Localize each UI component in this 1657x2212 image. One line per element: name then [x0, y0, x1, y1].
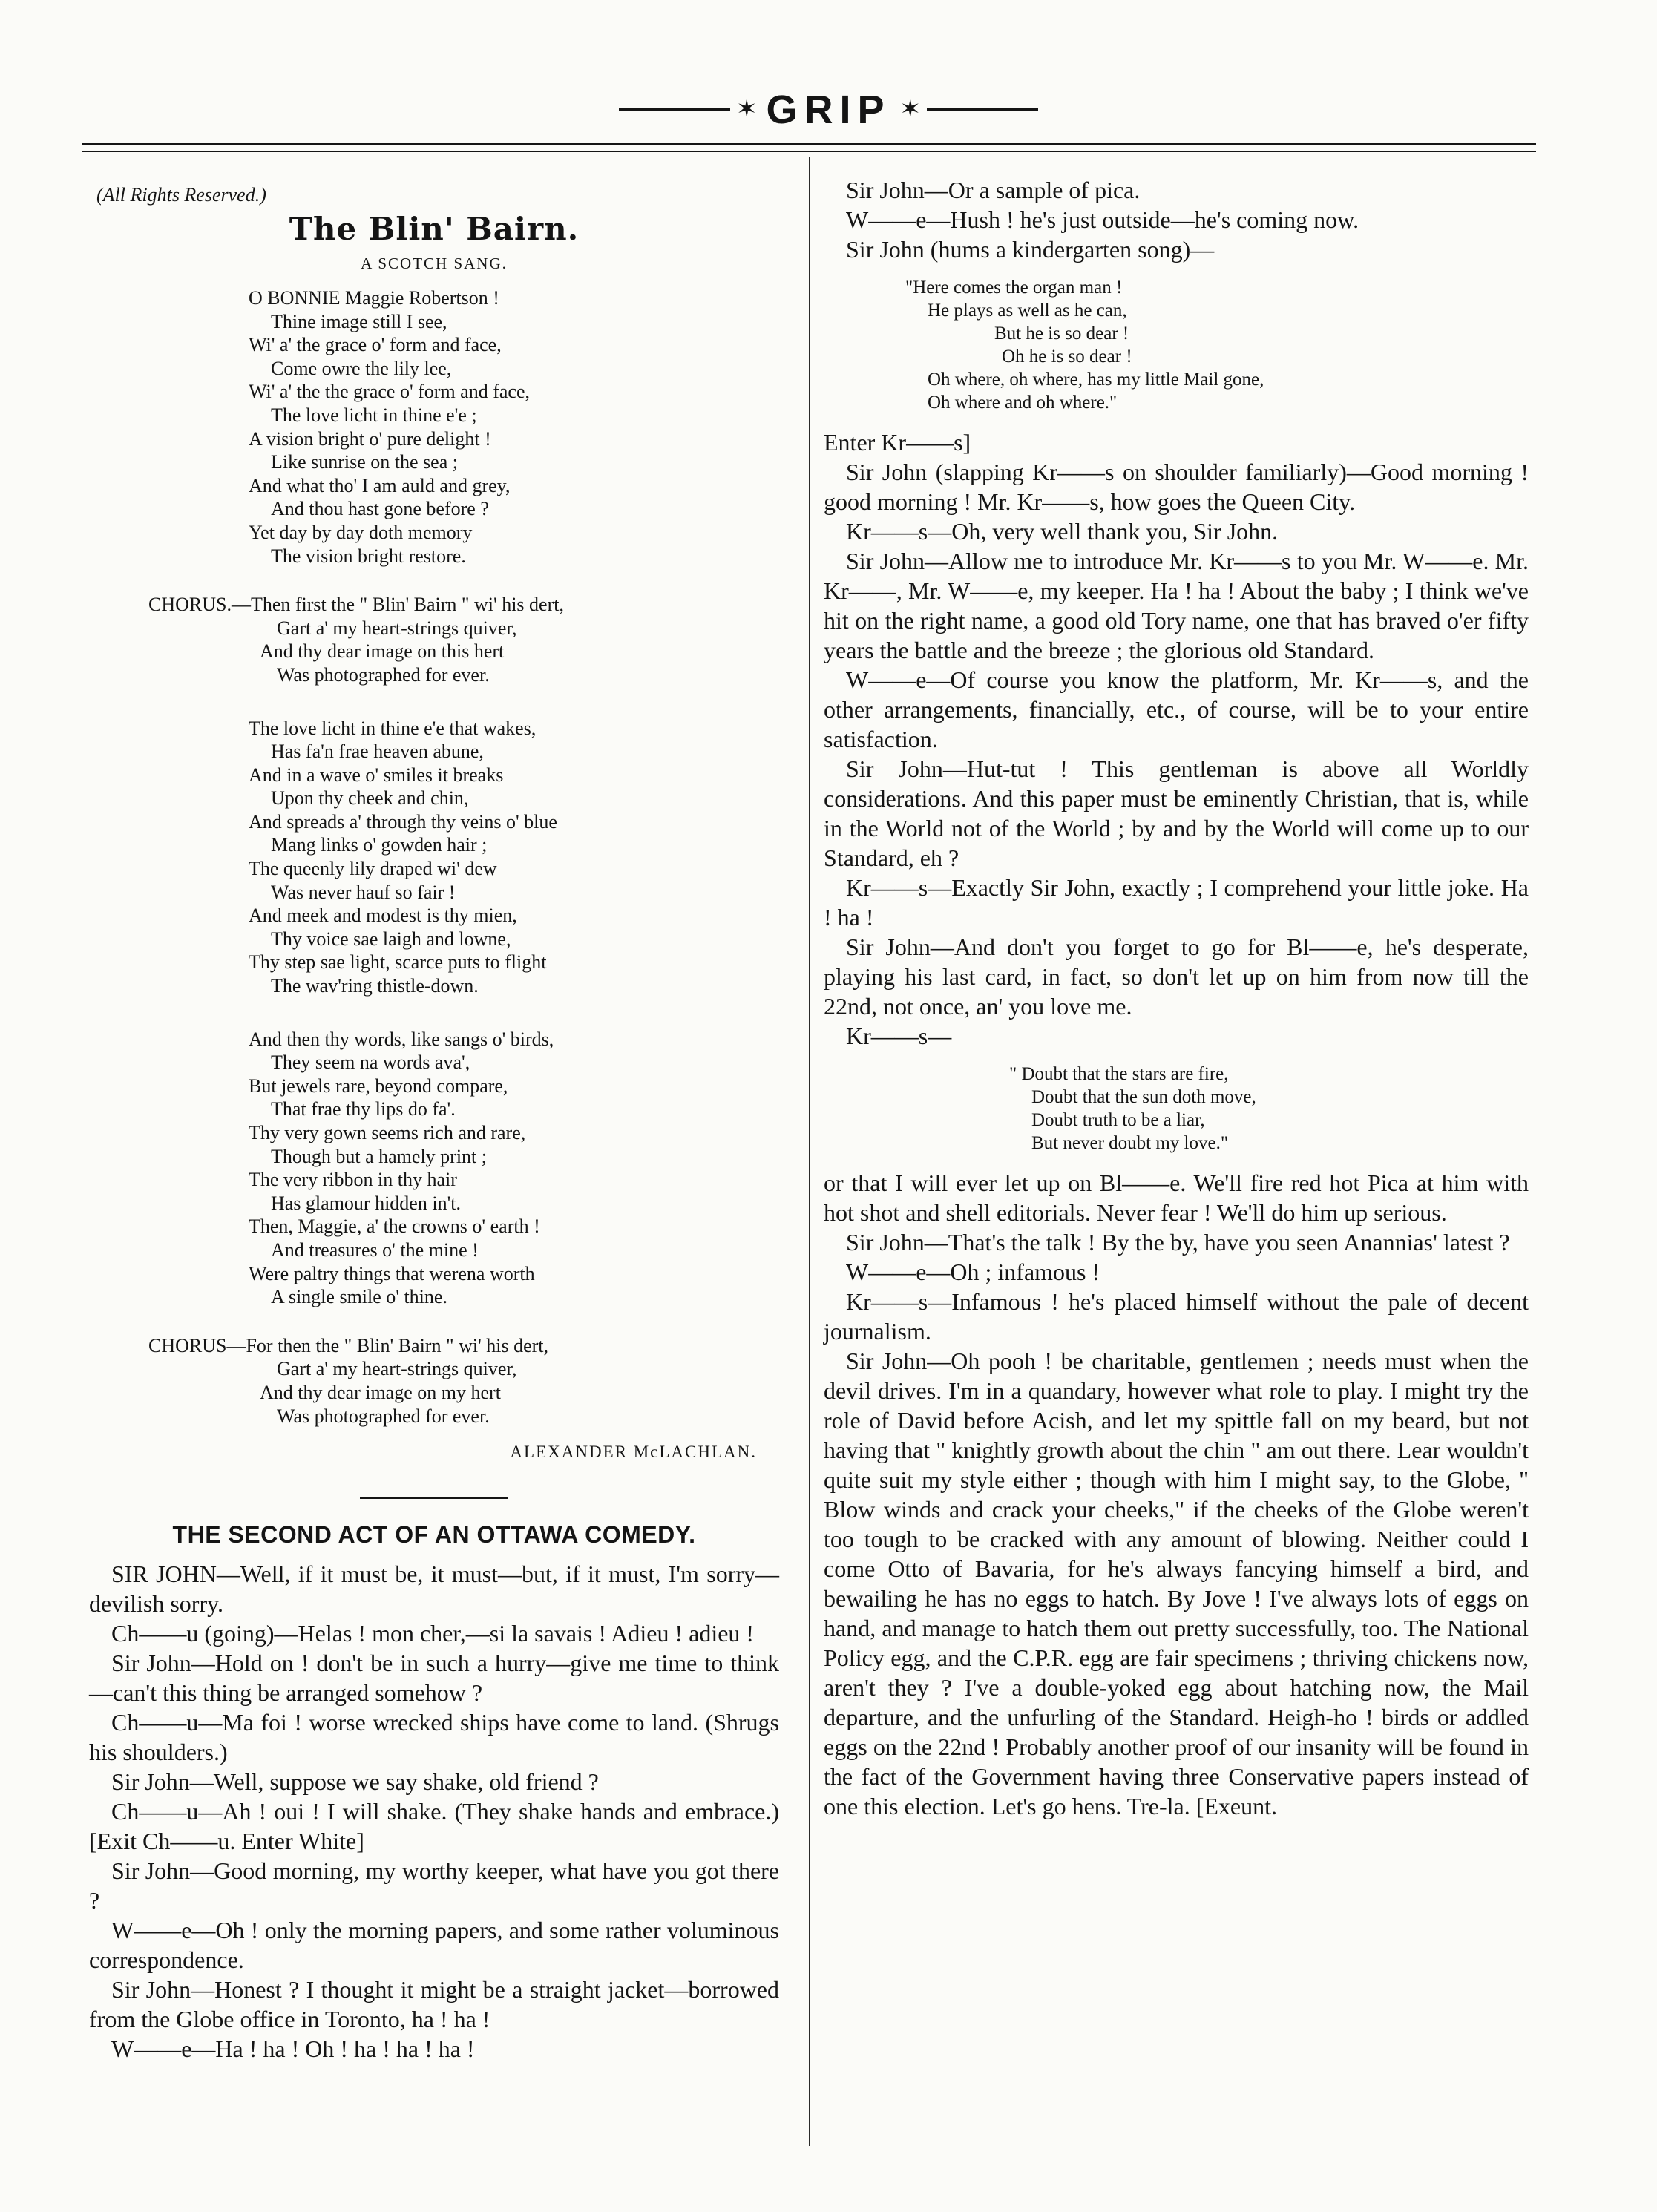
article-paragraph: W——e—Hush ! he's just outside—he's coming now. [846, 206, 1359, 233]
chorus-line: Gart a' my heart-strings quiver, [277, 1358, 517, 1380]
star-ornament-left-icon: ✶ [735, 96, 758, 123]
song-line: Oh he is so dear ! [1002, 347, 1132, 367]
poem-line: And thou hast gone before ? [271, 498, 489, 520]
article-paragraph: Sir John—Hold on ! don't be in such a hurry—give me time to think—can't this thing be arranged somehow ? [89, 1650, 779, 1707]
poem-line: The queenly lily draped wi' dew [249, 858, 497, 880]
article-paragraph: Sir John—Honest ? I thought it might be a straight jacket—borrowed from the Globe office in Toronto, ha ! ha ! [89, 1976, 779, 2033]
chorus-line: Was photographed for ever. [277, 663, 490, 686]
poem-line: The wav'ring thistle-down. [271, 975, 479, 997]
poem-line: Thy step sae light, scarce puts to flight [249, 951, 547, 974]
poem-line: Has glamour hidden in't. [271, 1192, 461, 1214]
poem-line: Thine image still I see, [271, 310, 447, 332]
article-paragraph: Ch——u (going)—Helas ! mon cher,—si la savais ! Adieu ! adieu ! [111, 1620, 755, 1647]
article-paragraph: Sir John—Hut-tut ! This gentleman is above all Worldly considerations. And this paper must be eminently Christian, that is, while in the World not of the World ; by and by the World will come up to our Standard, eh ? [824, 755, 1529, 871]
article-paragraph: Ch——u—Ah ! oui ! I will shake. (They shake hands and embrace.) [Exit Ch——u. Enter White] [89, 1798, 779, 1855]
poem-line: Upon thy cheek and chin, [271, 787, 469, 810]
song-line: Oh where, oh where, has my little Mail gone, [928, 370, 1264, 390]
article-paragraph: W——e—Oh ; infamous ! [846, 1258, 1100, 1285]
song-line: He plays as well as he can, [928, 301, 1127, 321]
chorus-line: And thy dear image on my hert [260, 1381, 501, 1403]
article-paragraph: Ch——u—Ma foi ! worse wrecked ships have come to land. (Shrugs his shoulders.) [89, 1709, 779, 1766]
rights-notice: (All Rights Reserved.) [96, 184, 266, 206]
quote-line: " Doubt that the stars are fire, [1009, 1064, 1229, 1084]
poem-line: Though but a hamely print ; [271, 1145, 488, 1167]
poem-stanza-3 [249, 1028, 779, 1309]
poem-line: They seem na words ava', [271, 1051, 470, 1074]
love-quote [1009, 1063, 1529, 1155]
article-paragraph: Sir John—And don't you forget to go for Bl——e, he's desperate, playing his last card, in fact, so don't let up on him from now till the 22nd, not once, an' you love me. [824, 933, 1529, 1020]
article-paragraph: Kr——s—Infamous ! he's placed himself without the pale of decent journalism. [824, 1288, 1529, 1345]
article-paragraph: Sir John—Good morning, my worthy keeper, what have you got there ? [89, 1857, 779, 1914]
poem-subtitle: A SCOTCH SANG. [361, 255, 508, 272]
page-title: GRIP [766, 88, 891, 132]
article-paragraph: SIR JOHN—Well, if it must be, it must—but, if it must, I'm sorry—devilish sorry. [89, 1560, 779, 1618]
article-body-left [89, 1559, 779, 2064]
article-paragraph: Kr——s— [846, 1023, 952, 1049]
column-divider [809, 157, 810, 2146]
song-quote [905, 276, 1529, 414]
poem-line: Was never hauf so fair ! [271, 881, 456, 903]
poem-line: Wi' a' the the grace o' form and face, [249, 381, 530, 403]
poem-stanza-1 [249, 286, 779, 568]
poem-line: The love licht in thine e'e that wakes, [249, 717, 537, 739]
article-paragraph: Kr——s—Oh, very well thank you, Sir John. [846, 518, 1279, 545]
poem-line: The very ribbon in thy hair [249, 1169, 457, 1191]
left-column [89, 184, 779, 2064]
article-paragraph: W——e—Oh ! only the morning papers, and some rather voluminous correspondence. [89, 1917, 779, 1974]
article-paragraph: Sir John—Allow me to introduce Mr. Kr——s to you Mr. W——e. Mr. Kr——, Mr. W——e, my keeper. Ha ! ha ! About the baby ; I think we've hit on the right name, a good old Tory name, one that has braved o'er fifty years the battle and the breeze ; the glorious old Standard. [824, 548, 1529, 663]
article-paragraph: or that I will ever let up on Bl——e. We'll fire red hot Pica at him with hot shot and shell editorials. Never fear ! We'll do him up serious. [824, 1169, 1529, 1226]
poem-chorus-2 [148, 1334, 779, 1428]
poem-author: ALEXANDER McLACHLAN. [510, 1443, 757, 1462]
poem-line: And what tho' I am auld and grey, [249, 474, 511, 496]
poem-line: The love licht in thine e'e ; [271, 404, 477, 426]
poem-line: And then thy words, like sangs o' birds, [249, 1028, 554, 1050]
poem-line: Were paltry things that werena worth [249, 1262, 535, 1284]
quote-line: Doubt that the sun doth move, [1031, 1087, 1256, 1107]
poem-chorus-1 [148, 593, 779, 686]
poem-stanza-2 [249, 717, 779, 998]
poem-line: That frae thy lips do fa'. [271, 1098, 456, 1120]
poem-line: Thy voice sae laigh and lowne, [271, 928, 511, 950]
article-paragraph: Sir John (hums a kindergarten song)— [846, 236, 1215, 263]
section-separator [360, 1497, 508, 1499]
poem-line: And treasures o' the mine ! [271, 1238, 479, 1261]
poem-line: And meek and modest is thy mien, [249, 905, 517, 927]
chorus-line: Gart a' my heart-strings quiver, [277, 617, 517, 639]
masthead [0, 80, 1657, 140]
right-column [824, 175, 1529, 1821]
stage-direction: Enter Kr——s] [824, 429, 971, 456]
chorus-line: CHORUS—For then the " Blin' Bairn " wi' his dert, [148, 1334, 549, 1356]
song-line: "Here comes the organ man ! [905, 278, 1123, 298]
poem-line: Come owre the lily lee, [271, 357, 452, 379]
poem-line: Wi' a' the grace o' form and face, [249, 334, 502, 356]
song-line: But he is so dear ! [994, 324, 1129, 344]
article-paragraph: Sir John—Well, suppose we say shake, old friend ? [111, 1768, 599, 1796]
poem-line: Then, Maggie, a' the crowns o' earth ! [249, 1215, 540, 1238]
header-double-rule [82, 143, 1536, 152]
poem-title: The Blin' Bairn. [289, 211, 580, 247]
poem-line: Has fa'n frae heaven abune, [271, 741, 484, 763]
poem-line: And in a wave o' smiles it breaks [249, 764, 504, 786]
article-paragraph: Sir John (slapping Kr——s on shoulder familiarly)—Good morning ! good morning ! Mr. Kr——s, how goes the Queen City. [824, 459, 1529, 515]
masthead-rule-right [927, 108, 1038, 111]
chorus-line: CHORUS.—Then first the " Blin' Bairn " wi' his dert, [148, 594, 564, 616]
article-body-right-3 [824, 1168, 1529, 1821]
article-paragraph: Sir John—Or a sample of pica. [846, 177, 1141, 203]
article-paragraph: W——e—Of course you know the platform, Mr. Kr——s, and the other arrangements, financially, etc., of course, will be to your entire satisfaction. [824, 666, 1529, 752]
quote-line: Doubt truth to be a liar, [1031, 1110, 1205, 1130]
article-paragraph: Sir John—That's the talk ! By the by, have you seen Anannias' latest ? [846, 1229, 1510, 1256]
poem-line: Mang links o' gowden hair ; [271, 834, 488, 856]
song-line: Oh where and oh where." [928, 393, 1118, 413]
star-ornament-right-icon: ✶ [899, 96, 922, 123]
article-body-right [824, 175, 1529, 264]
article-body-right-2 [824, 427, 1529, 1051]
poem-line: Like sunrise on the sea ; [271, 451, 458, 473]
article-title: THE SECOND ACT OF AN OTTAWA COMEDY. [172, 1521, 696, 1549]
poem-line: A single smile o' thine. [271, 1286, 447, 1308]
poem-line: Yet day by day doth memory [249, 521, 473, 543]
masthead-rule-left [619, 108, 730, 111]
poem-line: A vision bright o' pure delight ! [249, 427, 491, 450]
poem-line: But jewels rare, beyond compare, [249, 1074, 508, 1097]
poem-line: O BONNIE Maggie Robertson ! [249, 287, 499, 309]
chorus-line: And thy dear image on this hert [260, 640, 505, 663]
poem-line: The vision bright restore. [271, 545, 466, 567]
poem-line: And spreads a' through thy veins o' blue [249, 810, 557, 833]
quote-line: But never doubt my love." [1031, 1133, 1229, 1153]
article-paragraph: Kr——s—Exactly Sir John, exactly ; I comprehend your little joke. Ha ! ha ! [824, 874, 1529, 931]
poem-line: Thy very gown seems rich and rare, [249, 1122, 526, 1143]
chorus-line: Was photographed for ever. [277, 1405, 490, 1427]
article-paragraph: W——e—Ha ! ha ! Oh ! ha ! ha ! ha ! [111, 2035, 475, 2063]
article-paragraph: Sir John—Oh pooh ! be charitable, gentlemen ; needs must when the devil drives. I'm in a quandary, however what role to play. I might try the role of David before Acish, and let my spittle fall on my beard, but not having that " knightly growth about the chin " am out there. Lear wouldn't quite suit my style either ; though with him I might say, to the Globe, " Blow winds and crack your cheeks," if the cheeks of the Globe weren't too tough to be cracked with any amount of blowing. Neither could I come Otto of Bavaria, for he's always fancying himself a bird, and bewailing he has no eggs to hatch. By Jove ! I've always lots of eggs on hand, and manage to hatch them out pretty successfully, too. The National Policy egg, and the C.P.R. egg are fair specimens ; thriving chickens now, aren't they ? I've a double-yoked egg about hatching now, the Mail departure, and the unfurling of the Standard. Heigh-ho ! birds or addled eggs on the 22nd ! Probably another proof of our insanity will be found in the fact of the Government having three Conservative papers instead of one this election. Let's go hens. Tre-la. [Exeunt. [824, 1348, 1529, 1819]
